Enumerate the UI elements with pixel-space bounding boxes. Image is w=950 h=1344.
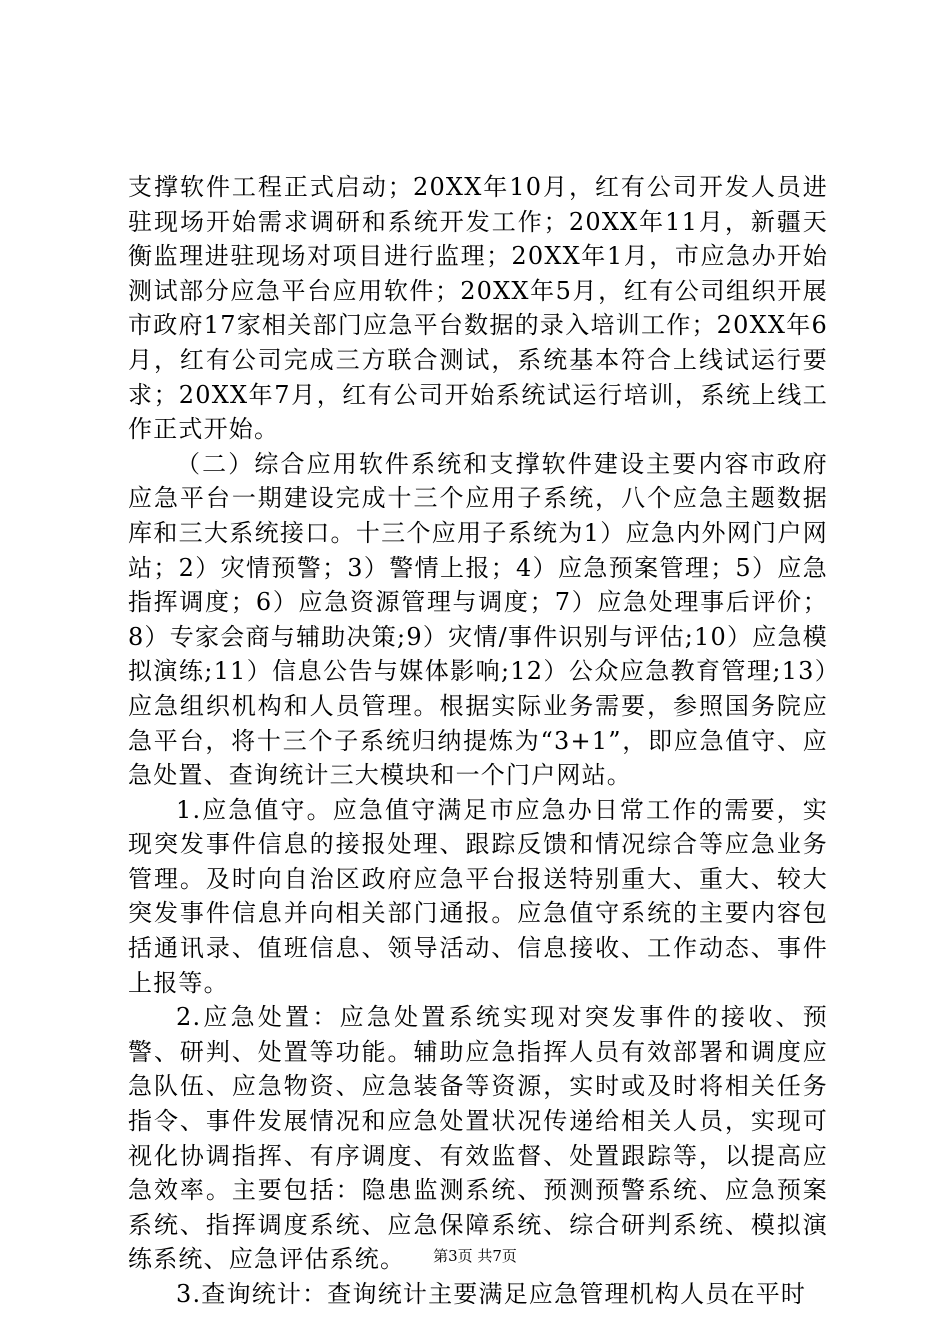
paragraph-query-statistics: 3.查询统计：查询统计主要满足应急管理机构人员在平时 bbox=[176, 1280, 807, 1308]
page-footer: 第3页 共7页 bbox=[433, 1247, 517, 1265]
document-body bbox=[128, 170, 828, 1312]
paragraph-section-two-content: （二）综合应用软件系统和支撑软件建设主要内容市政府应急平台一期建设完成十三个应用子系统，八个应急主题数据库和三大系统接口。十三个应用子系统为1）应急内外网门户网站；2）灾情预警；3）警情上报；4）应急预案管理；5）应急指挥调度；6）应急资源管理与调度；7）应急处理事后评价；8）专家会商与辅助决策;9）灾情/事件识别与评估;10）应急模拟演练;11）信息公告与媒体影响;12）公众应急教育管理;13）应急组织机构和人员管理。根据实际业务需要，参照国务院应急平台，将十三个子系统归纳提炼为“3+1”，即应急值守、应急处置、查询统计三大模块和一个门户网站。 bbox=[128, 449, 828, 790]
paragraph-emergency-response: 2.应急处置：应急处置系统实现对突发事件的接收、预警、研判、处置等功能。辅助应急指挥人员有效部署和调度应急队伍、应急物资、应急装备等资源，实时或及时将相关任务指令、事件发展情况和应急处置状况传递给相关人员，实现可视化协调指挥、有序调度、有效监督、处置跟踪等，以提高应急效率。主要包括：隐患监测系统、预测预警系统、应急预案系统、指挥调度系统、应急保障系统、综合研判系统、模拟演练系统、应急评估系统。 bbox=[128, 1003, 828, 1274]
paragraph-continued-timeline: 支撑软件工程正式启动；20XX年10月，红有公司开发人员进驻现场开始需求调研和系统开发工作；20XX年11月，新疆天衡监理进驻现场对项目进行监理；20XX年1月，市应急办开始测试部分应急平台应用软件；20XX年5月，红有公司组织开展市政府17家相关部门应急平台数据的录入培训工作；20XX年6月，红有公司完成三方联合测试，系统基本符合上线试运行要求；20XX年7月，红有公司开始系统试运行培训，系统上线工作正式开始。 bbox=[128, 173, 828, 444]
paragraph-emergency-duty: 1.应急值守。应急值守满足市应急办日常工作的需要，实现突发事件信息的接报处理、跟踪反馈和情况综合等应急业务管理。及时向自治区政府应急平台报送特别重大、重大、较大突发事件信息并向相关部门通报。应急值守系统的主要内容包括通讯录、值班信息、领导活动、信息接收、工作动态、事件上报等。 bbox=[128, 795, 828, 997]
